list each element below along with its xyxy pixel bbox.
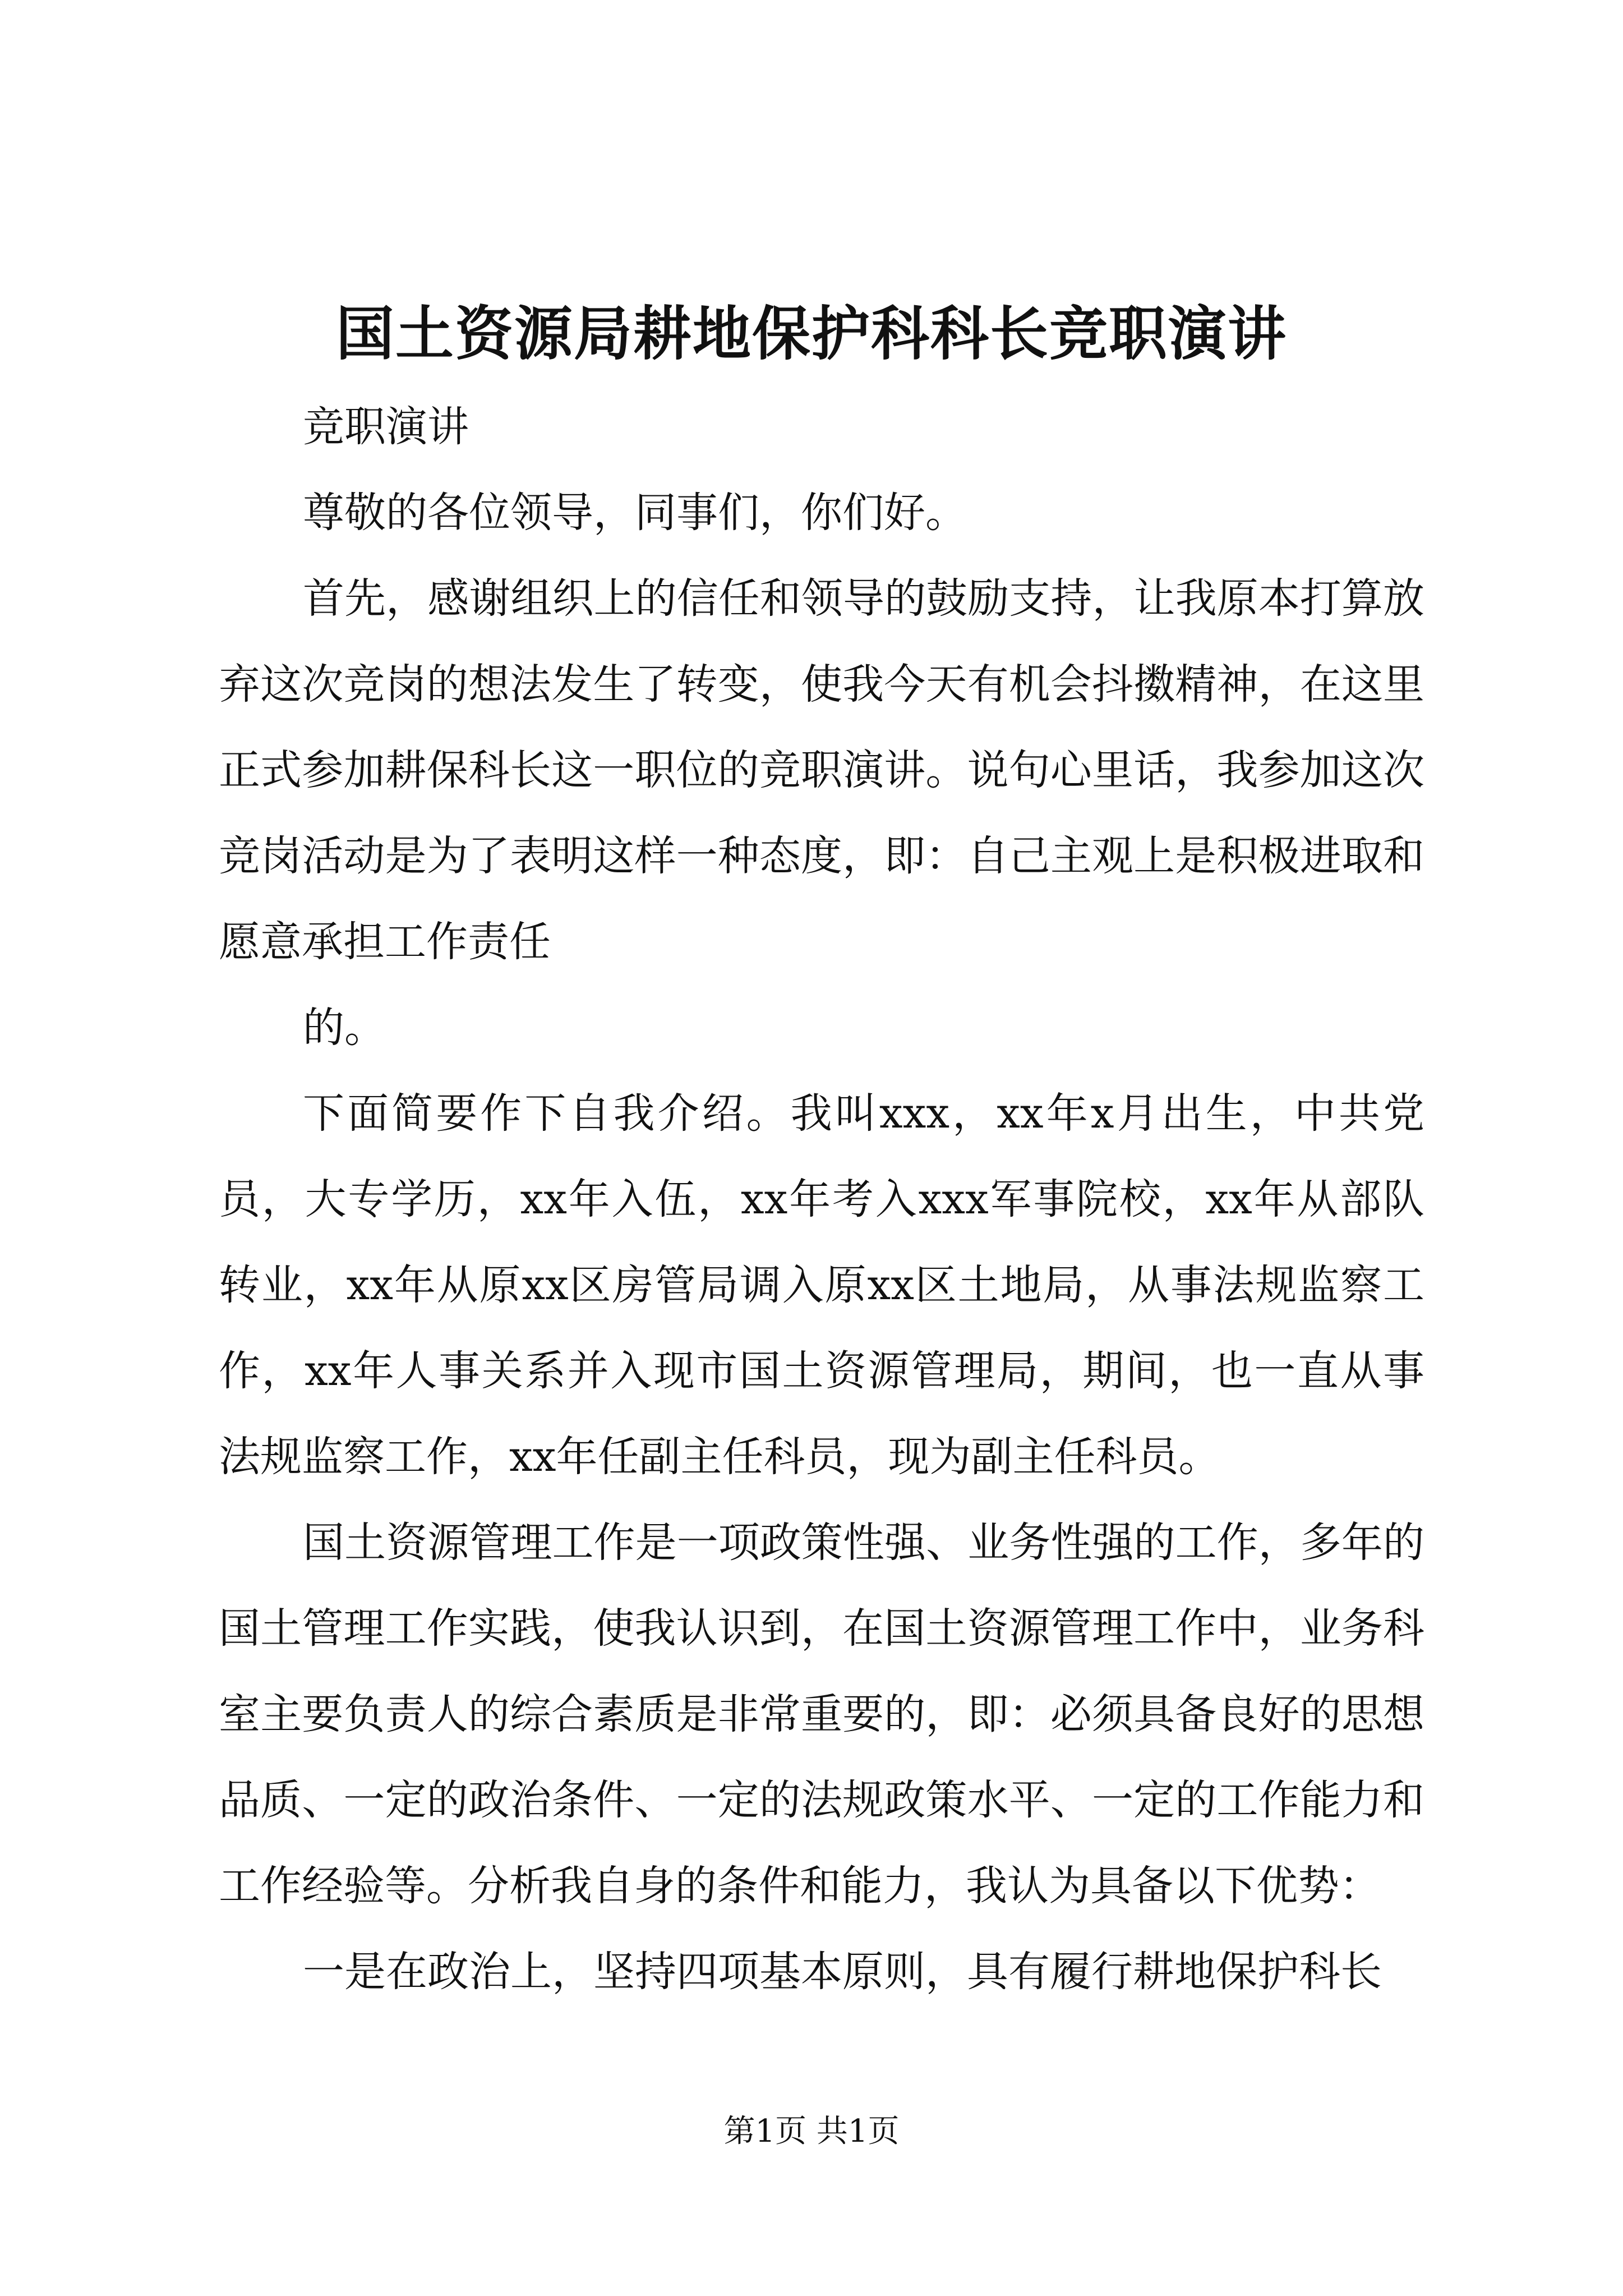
- paragraph-self-intro: 下面简要作下自我介绍。我叫xxx，xx年x月出生，中共党员，大专学历，xx年入伍，xx年考入xxx军事院校，xx年从部队转业，xx年从原xx区房管局调入原xx区土地局，从事法规监察工作，xx年人事关系并入现市国土资源管理局，期间，也一直从事法规监察工作，xx年任副主任科员，现为副主任科员。: [219, 1089, 1424, 1481]
- paragraph-subtitle: 竞职演讲: [303, 403, 469, 451]
- paragraph-thanks: 首先，感谢组织上的信任和领导的鼓励支持，让我原本打算放弃这次竞岗的想法发生了转变，使我今天有机会抖擞精神，在这里正式参加耕保科长这一职位的竞职演讲。说句心里话，我参加这次竞岗活动是为了表明这样一种态度，即：自己主观上是积极进取和愿意承担工作责任: [219, 574, 1424, 966]
- page-footer: 第1页 共1页: [723, 2113, 900, 2150]
- paragraph-thanks-end: 的。: [303, 1004, 386, 1052]
- paragraph-greeting: 尊敬的各位领导，同事们，你们好。: [303, 489, 967, 537]
- document-title: 国土资源局耕地保护科科长竞职演讲: [335, 299, 1287, 368]
- document-body: [219, 384, 1424, 2015]
- paragraph-qualities: 国土资源管理工作是一项政策性强、业务性强的工作，多年的国土管理工作实践，使我认识到，在国土资源管理工作中，业务科室主要负责人的综合素质是非常重要的，即：必须具备良好的思想品质、一定的政治条件、一定的法规政策水平、一定的工作能力和工作经验等。分析我自身的条件和能力，我认为具备以下优势：: [219, 1519, 1424, 1910]
- paragraph-political: 一是在政治上，坚持四项基本原则，具有履行耕地保护科长: [303, 1948, 1382, 1996]
